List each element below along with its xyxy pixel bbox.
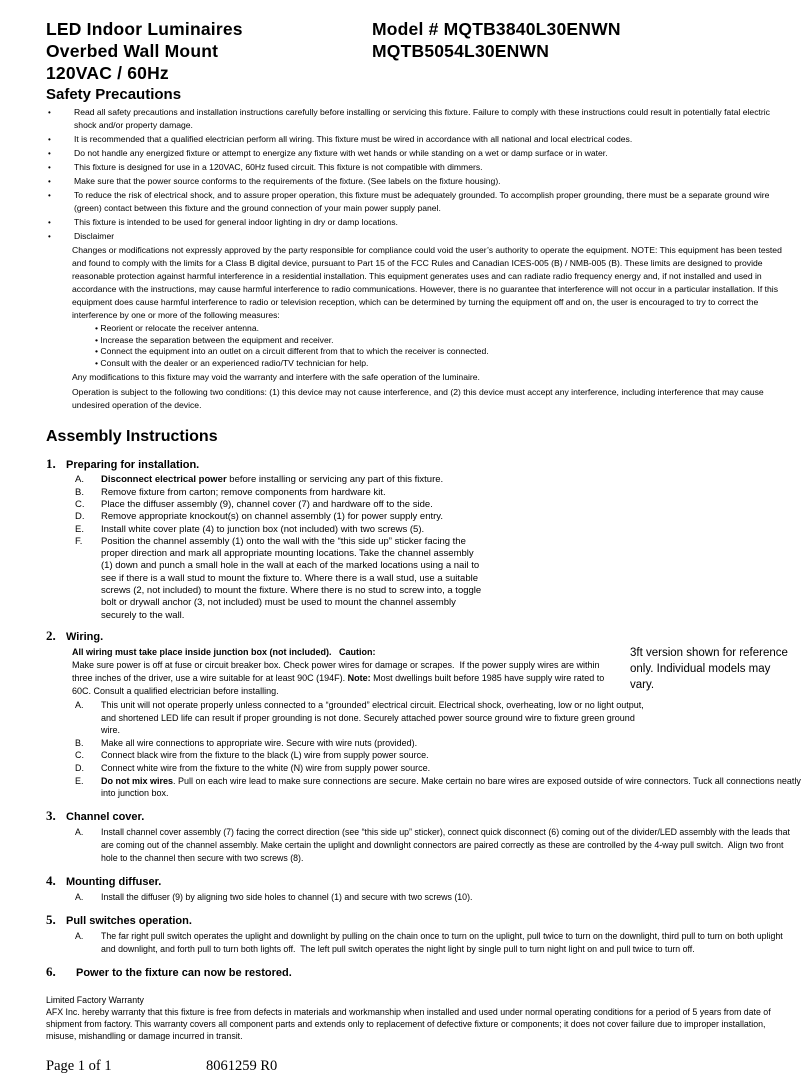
page-number: Page 1 of 1 [46, 1057, 112, 1074]
step-label: A. [75, 930, 84, 941]
step-text [101, 775, 805, 800]
step-label: B. [75, 737, 84, 748]
wiring-intro-text: Make sure power is off at fuse or circuit breaker box. Check power wires for damage or scrapes. If the power supply wires are within three inches of the driver, use a wire suitable for at least 90C (194F). [72, 659, 600, 683]
bullet-icon: • [48, 108, 51, 117]
product-title-line-3: 120VAC / 60Hz [46, 63, 169, 83]
step-text: The far right pull switch operates the uplight and downlight by pulling on the chain once to turn on the uplight, pull twice to turn on the downlight, third pull to turn on both uplight and downlight, and forth pull to turn both lights off. The left pull switch operates the night light by single pull to turn night light on and pull twice to turn off. [101, 930, 783, 954]
step-label: B. [75, 486, 84, 498]
wiring-caution-line [72, 646, 620, 659]
safety-bullet [46, 216, 792, 229]
section-items [75, 826, 792, 865]
step-text: Install the diffuser (9) by aligning two side holes to channel (1) and secure with two screws (10). [101, 891, 473, 902]
safety-bullet-text: Do not handle any energized fixture or attempt to energize any fixture with wet hands or while standing on a wet or damp surface or in water. [74, 148, 608, 158]
step-bold-text: Do not mix wires [101, 775, 174, 786]
safety-bullet-text: Make sure that the power source conforms to the requirements of the fixture. (See labels on the fixture housing). [74, 176, 501, 186]
disclaimer-measure: • Increase the separation between the equipment and receiver. [95, 334, 334, 345]
disclaimer-measure: • Reorient or relocate the receiver antenna. [95, 323, 259, 333]
product-title-line-2: Overbed Wall Mount [46, 41, 219, 61]
bullet-icon: • [48, 163, 51, 172]
section-number: 5. [46, 911, 56, 927]
safety-bullet-text: This fixture is intended to be used for general indoor lighting in dry or damp locations. [74, 217, 398, 227]
safety-bullet-text: This fixture is designed for use in a 120VAC, 60Hz fused circuit. This fixture is not compatible with dimmers. [74, 162, 483, 172]
safety-bullet [46, 147, 792, 160]
section-heading [46, 873, 792, 889]
disclaimer-body [72, 244, 792, 412]
step-item [75, 524, 487, 536]
section-number: 2. [46, 627, 56, 643]
step-item [75, 536, 487, 622]
step-item [75, 487, 487, 499]
safety-bullet [46, 161, 792, 174]
section-title: Mounting diffuser. [66, 875, 162, 888]
step-label: C. [75, 750, 84, 761]
step-label: A. [75, 699, 84, 710]
step-item [75, 891, 790, 904]
section-items [75, 699, 801, 800]
section-number: 1. [46, 456, 56, 472]
disclaimer-note-2: Operation is subject to the following two conditions: (1) this device may not cause interference, and (2) this device must accept any interference, including interference that may cause undesired operation of the device. [72, 387, 764, 411]
wiring-note-label: Note: [347, 672, 371, 683]
document-number: 8061259 R0 [206, 1057, 278, 1074]
disclaimer-measure: • Connect the equipment into an outlet on a circuit different from that to which the receiver is connected. [95, 346, 489, 357]
step-label: F. [75, 535, 83, 547]
step-item [75, 749, 651, 762]
assembly-section-6 [46, 964, 792, 980]
document-header [46, 18, 792, 84]
step-text: Connect black wire from the fixture to the black (L) wire from supply power source. [101, 750, 429, 761]
step-label: A. [75, 474, 84, 486]
step-label: D. [75, 511, 85, 523]
model-numbers [372, 18, 621, 62]
step-text: Remove fixture from carton; remove components from hardware kit. [101, 486, 386, 498]
safety-bullet [46, 175, 792, 188]
section-items [75, 474, 487, 622]
bullet-icon: • [48, 232, 51, 241]
safety-bullet [46, 133, 792, 146]
section-heading [46, 456, 792, 472]
step-text [101, 474, 487, 486]
step-item [75, 511, 487, 523]
step-label: C. [75, 498, 85, 510]
section-title: Pull switches operation. [66, 914, 192, 927]
bullet-icon: • [48, 191, 51, 200]
section-number: 4. [46, 872, 56, 888]
reference-side-note: 3ft version shown for reference only. Individual models may vary. [630, 647, 788, 691]
section-heading [46, 628, 792, 644]
step-text: Remove appropriate knockout(s) on channel assembly (1) for power supply entry. [101, 511, 443, 523]
step-text: Install channel cover assembly (7) facing the correct direction (see “this side up” sticker), connect quick disconnect (6) coming out of the divider/LED assembly with the leads that are coming out of the channel assembly. Make certain the uplight and downlight connectors are paired correctly as these are controlled by the 4-way pull switch. Align two front hole to the channel then secure with two screws (8). [101, 826, 790, 863]
step-item [75, 699, 651, 737]
section-items [75, 930, 792, 956]
bullet-icon: • [48, 149, 51, 158]
wiring-intro-text-2: Most dwellings built before 1985 have supply wire rated to 60C. Consult a qualified electrician before installing. [72, 672, 605, 696]
section-heading [46, 964, 792, 980]
model-number-1: Model # MQTB3840L30ENWN [372, 19, 621, 39]
safety-bullet-text: It is recommended that a qualified electrician perform all wiring. This fixture must be wired in accordance with all national and local electrical codes. [74, 134, 633, 144]
bullet-icon: • [48, 135, 51, 144]
model-number-2: MQTB5054L30ENWN [372, 41, 550, 61]
wiring-caution-bold: All wiring must take place inside junction box (not included). Caution: [72, 646, 376, 657]
section-number: 3. [46, 807, 56, 823]
step-label: D. [75, 762, 84, 773]
step-label: E. [75, 523, 84, 535]
step-item [75, 762, 651, 775]
assembly-section-1 [46, 456, 792, 622]
disclaimer-note-1: Any modifications to this fixture may void the warranty and interfere with the safe operation of the luminaire. [72, 372, 480, 383]
step-text: This unit will not operate properly unless connected to a “grounded” electrical circuit. Electrical shock, overheating, low or no light output, and shortened LED life can result if proper grounding is not done. Securely attached power source ground wire to fixture green ground wire. [101, 699, 644, 736]
step-text: Position the channel assembly (1) onto the wall with the “this side up” sticker facing the proper direction and mark all appropriate mounting locations. Take the channel assembly (1) down and punch a small hole in the wall at each of the marked locations using a nail to see if there is a wall stud to mount the fixture to. Where there is a wall stud, use a suitable screws (2, not included) to mount the fixture. Where there is no stud to screw into, a toggle bolt or drywall anchor (3, not included) must be used to mount the channel assembly securely to the wall. [101, 535, 482, 621]
step-text: Install white cover plate (4) to junction box (not included) with two screws (5). [101, 523, 425, 535]
step-item [75, 775, 805, 800]
bullet-icon: • [48, 218, 51, 227]
section-items [75, 891, 792, 904]
section-heading [46, 808, 792, 824]
safety-precautions-heading: Safety Precautions [46, 86, 182, 103]
step-item [75, 737, 651, 750]
section-heading [46, 912, 792, 928]
disclaimer-label: Disclaimer [74, 231, 115, 241]
step-text: Place the diffuser assembly (9), channel cover (7) and hardware off to the side. [101, 498, 433, 510]
step-label: A. [75, 826, 84, 837]
section-title: Wiring. [66, 630, 104, 643]
disclaimer-measure-list [95, 323, 786, 369]
safety-bullet [46, 189, 792, 215]
step-text: Connect white wire from the fixture to the white (N) wire from supply power source. [101, 762, 431, 773]
step-rest-text: before installing or servicing any part of this fixture. [226, 474, 444, 486]
disclaimer-paragraph: Changes or modifications not expressly approved by the party responsible for compliance could void the user’s authority to operate the equipment. NOTE: This equipment has been tested and found to comply with the limits for a Class B digital device, pursuant to Part 15 of the FCC Rules and Canadian ICES-005 (B) / NMB-005 (B). These limits are designed to provide reasonable protection against harmful interference in a residential installation. This equipment generates uses and can radiate radio frequency energy and, if not installed and used in accordance with the instructions, may cause harmful interference to radio communications. However, there is no guarantee that interference will not occur in a particular installation. If this equipment does cause harmful interference to radio or television reception, which can be determined by turning the equipment off and on, the user is encouraged to try to correct the interference by one or more of the following measures: [72, 245, 782, 320]
step-text: Make all wire connections to appropriate wire. Secure with wire nuts (provided). [101, 737, 418, 748]
step-bold-text: Disconnect electrical power [101, 474, 227, 486]
safety-bullet-text: Read all safety precautions and installation instructions carefully before installing or servicing this fixture. Failure to comply with these instructions could result in potentially fatal electric shock and/or property damage. [74, 107, 770, 130]
page-footer [46, 1058, 792, 1075]
safety-bullet-text: To reduce the risk of electrical shock, and to assure proper operation, this fixture must be adequately grounded. To accomplish proper grounding, there must be a separate ground wire (green) contact between this fixture and the ground connection of your main power supply panel. [74, 190, 770, 213]
section-title: Power to the fixture can now be restored. [76, 966, 292, 979]
section-number: 6. [46, 963, 56, 979]
step-item [75, 474, 487, 486]
wiring-intro-paragraph [72, 659, 620, 698]
safety-bullet-disclaimer [46, 230, 792, 243]
warranty-title: Limited Factory Warranty [46, 994, 144, 1005]
wiring-intro [72, 646, 620, 698]
safety-bullet [46, 106, 792, 132]
warranty-block [46, 994, 792, 1042]
warranty-text: AFX Inc. hereby warranty that this fixture is free from defects in materials and workmanship when installed and used under normal operating conditions for a period of 5 years from date of shipment from factory. This warranty covers all component parts and extends only to replacement of defective fixture or components; it does not cover failure due to improper installation, misuse, mishandling or damage incurred in transit. [46, 1006, 771, 1041]
step-item [75, 499, 487, 511]
step-rest-text: . Pull on each wire lead to make sure connections are secure. Make certain no bare wires are exposed outside of wire connectors. Tuck all connections neatly into junction box. [101, 775, 801, 799]
section-title: Preparing for installation. [66, 459, 200, 472]
disclaimer-measure: • Consult with the dealer or an experienced radio/TV technician for help. [95, 357, 369, 368]
assembly-section-5 [46, 912, 792, 956]
step-label: A. [75, 891, 84, 902]
step-item [75, 826, 790, 865]
assembly-instructions-heading: Assembly Instructions [46, 428, 218, 446]
safety-bullet-list [46, 106, 792, 243]
step-item [75, 930, 790, 956]
assembly-section-4 [46, 873, 792, 904]
section-title: Channel cover. [66, 810, 145, 823]
step-label: E. [75, 775, 84, 786]
assembly-section-3 [46, 808, 792, 865]
bullet-icon: • [48, 177, 51, 186]
product-title-line-1: LED Indoor Luminaires [46, 19, 243, 39]
